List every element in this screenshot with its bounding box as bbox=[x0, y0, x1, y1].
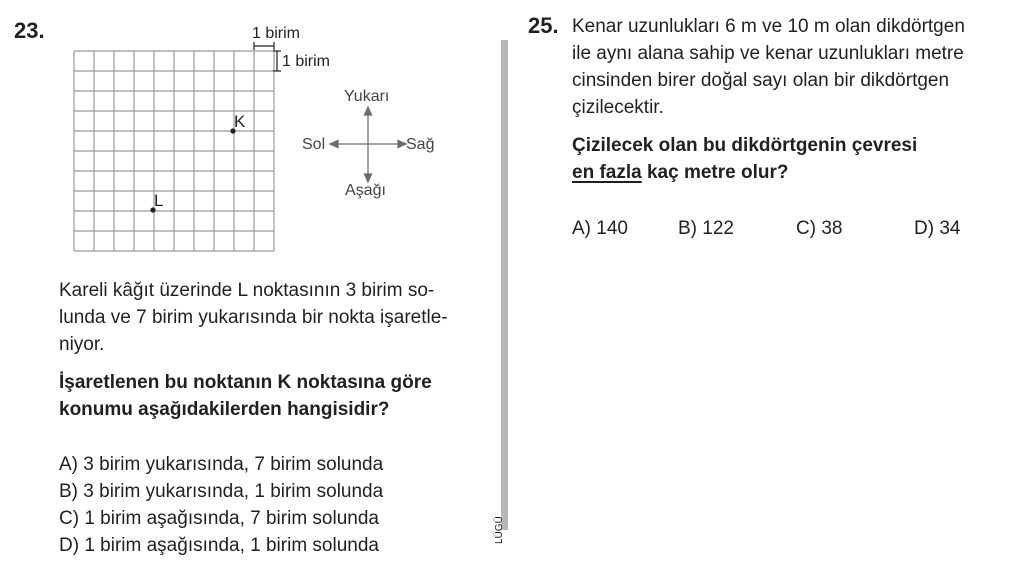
stem-line: lunda ve 7 birim yukarısında bir nokta işaretle- bbox=[59, 307, 448, 328]
prompt-line: İşaretlenen bu noktanın K noktasına göre bbox=[59, 372, 432, 393]
arrow-left-icon bbox=[330, 141, 338, 148]
prompt-line-2 bbox=[572, 159, 1012, 186]
question-25-stem bbox=[572, 13, 1012, 121]
question-25-number: 25. bbox=[528, 13, 559, 38]
stem-line: Kareli kâğıt üzerinde L noktasının 3 birim so- bbox=[59, 280, 435, 301]
question-25-prompt bbox=[572, 132, 1012, 186]
q23-option-d[interactable]: D) 1 birim aşağısında, 1 birim solunda bbox=[59, 535, 379, 556]
prompt-rest: kaç metre olur? bbox=[641, 162, 789, 183]
compass-up-label: Yukarı bbox=[344, 88, 390, 105]
prompt-line: konumu aşağıdakilerden hangisidir? bbox=[59, 399, 390, 420]
footer-label: LÜGÜ bbox=[494, 516, 505, 544]
grid-figure bbox=[60, 20, 300, 255]
unit-height-label: 1 birim bbox=[282, 53, 331, 70]
question-23-number: 23. bbox=[14, 18, 45, 43]
unit-width-marker bbox=[254, 42, 274, 50]
question-23-prompt bbox=[59, 369, 499, 423]
point-k-label: K bbox=[234, 112, 246, 131]
compass-right-label: Sağ bbox=[406, 136, 435, 153]
stem-line: niyor. bbox=[59, 334, 105, 355]
question-23-stem bbox=[59, 277, 499, 358]
q25-option-b[interactable]: B) 122 bbox=[678, 218, 734, 239]
arrow-right-icon bbox=[398, 141, 406, 148]
emphasis-en-fazla: en fazla bbox=[572, 162, 642, 183]
q23-option-c[interactable]: C) 1 birim aşağısında, 7 birim solunda bbox=[59, 508, 379, 529]
compass-down-label: Aşağı bbox=[345, 182, 386, 199]
unit-width-label: 1 birim bbox=[252, 25, 301, 42]
compass-left-label: Sol bbox=[302, 136, 326, 153]
column-divider bbox=[501, 40, 508, 530]
stem-line: ile aynı alana sahip ve kenar uzunlukları metre bbox=[572, 43, 964, 64]
q23-option-a[interactable]: A) 3 birim yukarısında, 7 birim solunda bbox=[59, 454, 384, 475]
arrow-up-icon bbox=[365, 107, 372, 115]
q25-option-a[interactable]: A) 140 bbox=[572, 218, 628, 239]
q25-option-c[interactable]: C) 38 bbox=[796, 218, 843, 239]
q25-option-d[interactable]: D) 34 bbox=[914, 218, 961, 239]
prompt-line: Çizilecek olan bu dikdörtgenin çevresi bbox=[572, 135, 918, 156]
stem-line: Kenar uzunlukları 6 m ve 10 m olan dikdörtgen bbox=[572, 16, 965, 37]
stem-line: çizilecektir. bbox=[572, 97, 664, 118]
stem-line: cinsinden birer doğal sayı olan bir dikdörtgen bbox=[572, 70, 950, 91]
arrow-down-icon bbox=[365, 174, 372, 182]
q23-option-b[interactable]: B) 3 birim yukarısında, 1 birim solunda bbox=[59, 481, 384, 502]
point-l-label: L bbox=[154, 191, 164, 210]
